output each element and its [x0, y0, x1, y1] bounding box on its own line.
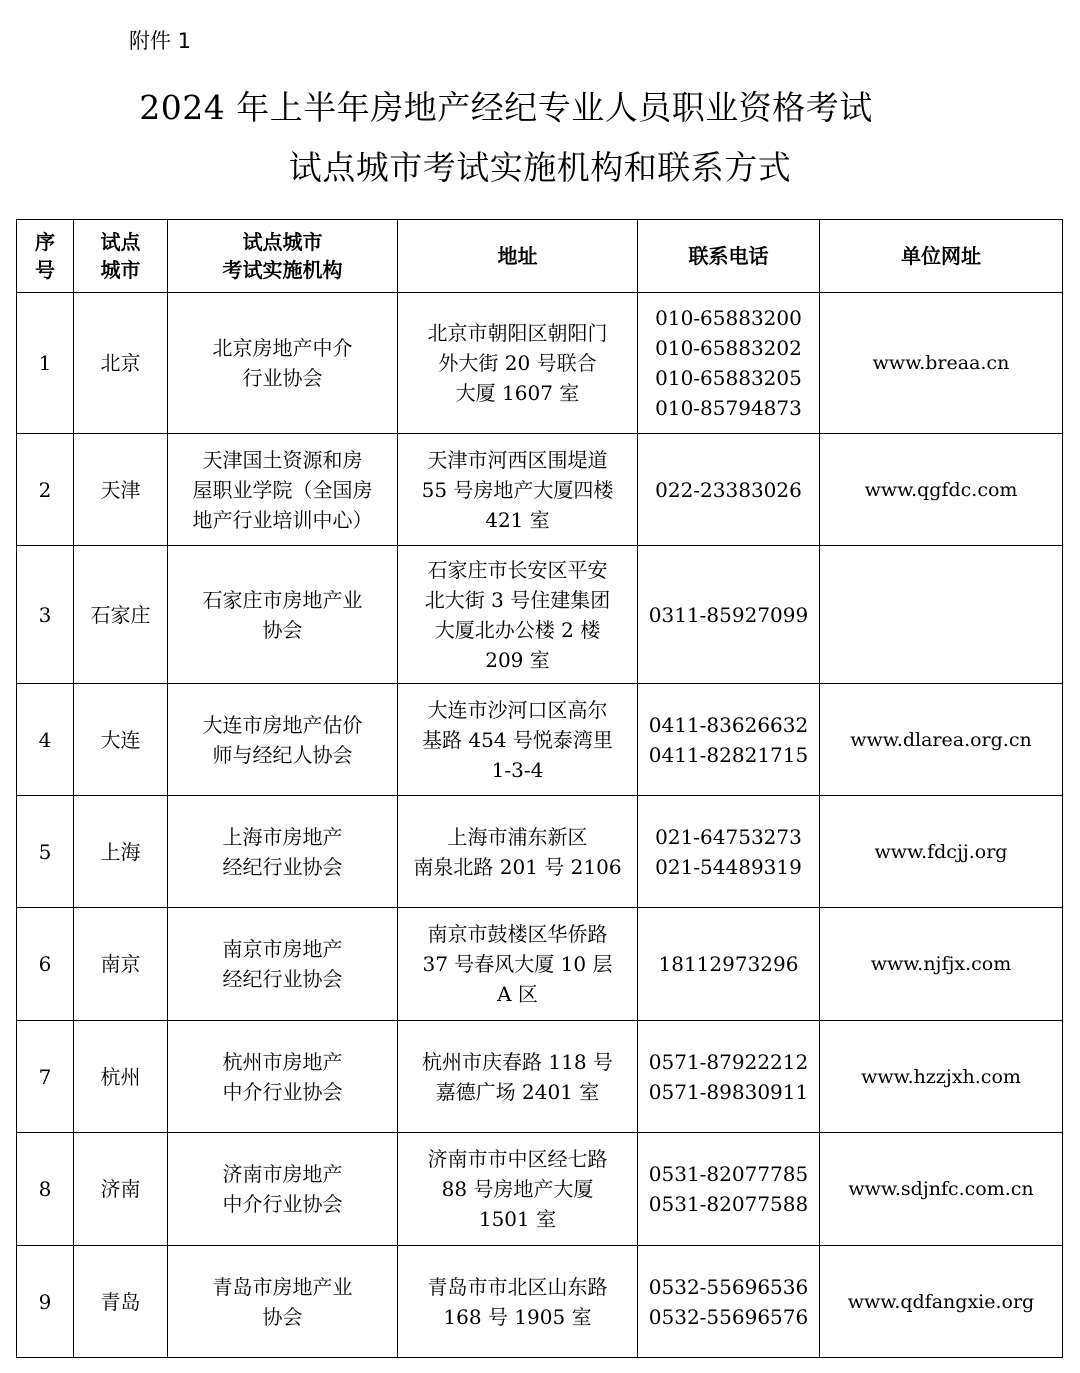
attachment-label: 附件 1 [129, 29, 192, 53]
table-row [17, 434, 1063, 546]
cell-city: 大连 [74, 684, 168, 796]
title-line-1: 2024 年上半年房地产经纪专业人员职业资格考试 [139, 88, 873, 127]
cell-website[interactable]: www.fdcjj.org [820, 796, 1063, 908]
cell-website[interactable]: www.njfjx.com [820, 908, 1063, 1021]
cell-address: 济南市市中区经七路 88 号房地产大厦 1501 室 [398, 1133, 638, 1246]
cell-phone: 0532-55696536 0532-55696576 [638, 1246, 820, 1358]
cell-address: 大连市沙河口区高尔 基路 454 号悦泰湾里 1-3-4 [398, 684, 638, 796]
cell-website[interactable]: www.dlarea.org.cn [820, 684, 1063, 796]
cell-phone: 0311-85927099 [638, 546, 820, 684]
cell-phone: 022-23383026 [638, 434, 820, 546]
cell-address: 杭州市庆春路 118 号 嘉德广场 2401 室 [398, 1021, 638, 1133]
cell-no: 5 [17, 796, 74, 908]
cell-phone: 0411-83626632 0411-82821715 [638, 684, 820, 796]
cell-no: 6 [17, 908, 74, 1021]
cell-org: 上海市房地产 经纪行业协会 [168, 796, 398, 908]
table-row [17, 1021, 1063, 1133]
cell-city: 南京 [74, 908, 168, 1021]
cell-city: 天津 [74, 434, 168, 546]
cell-website[interactable]: www.sdjnfc.com.cn [820, 1133, 1063, 1246]
cell-website[interactable]: www.qgfdc.com [820, 434, 1063, 546]
table-row [17, 796, 1063, 908]
table-row [17, 908, 1063, 1021]
cell-address: 石家庄市长安区平安 北大街 3 号住建集团 大厦北办公楼 2 楼 209 室 [398, 546, 638, 684]
header-address: 地址 [398, 220, 638, 293]
cell-no: 7 [17, 1021, 74, 1133]
cell-address: 北京市朝阳区朝阳门 外大街 20 号联合 大厦 1607 室 [398, 293, 638, 434]
cell-city: 石家庄 [74, 546, 168, 684]
cell-address: 上海市浦东新区 南泉北路 201 号 2106 [398, 796, 638, 908]
cell-org: 济南市房地产 中介行业协会 [168, 1133, 398, 1246]
cell-address: 天津市河西区围堤道 55 号房地产大厦四楼 421 室 [398, 434, 638, 546]
cell-org: 青岛市房地产业 协会 [168, 1246, 398, 1358]
cell-org: 石家庄市房地产业 协会 [168, 546, 398, 684]
cell-address: 南京市鼓楼区华侨路 37 号春风大厦 10 层 A 区 [398, 908, 638, 1021]
institution-table [16, 219, 1063, 1358]
cell-city: 济南 [74, 1133, 168, 1246]
cell-no: 4 [17, 684, 74, 796]
table-row [17, 546, 1063, 684]
cell-address: 青岛市市北区山东路 168 号 1905 室 [398, 1246, 638, 1358]
header-no: 序 号 [17, 220, 74, 293]
table-row [17, 1246, 1063, 1358]
table-row [17, 684, 1063, 796]
header-city: 试点 城市 [74, 220, 168, 293]
cell-org: 天津国土资源和房 屋职业学院（全国房 地产行业培训中心） [168, 434, 398, 546]
cell-website[interactable]: www.hzzjxh.com [820, 1021, 1063, 1133]
table-row [17, 293, 1063, 434]
cell-city: 青岛 [74, 1246, 168, 1358]
cell-phone: 0571-87922212 0571-89830911 [638, 1021, 820, 1133]
cell-no: 1 [17, 293, 74, 434]
cell-no: 2 [17, 434, 74, 546]
header-phone: 联系电话 [638, 220, 820, 293]
cell-org: 杭州市房地产 中介行业协会 [168, 1021, 398, 1133]
cell-phone: 021-64753273 021-54489319 [638, 796, 820, 908]
table-header-row [17, 220, 1063, 293]
cell-city: 北京 [74, 293, 168, 434]
cell-no: 8 [17, 1133, 74, 1246]
cell-no: 9 [17, 1246, 74, 1358]
cell-phone: 0531-82077785 0531-82077588 [638, 1133, 820, 1246]
cell-org: 南京市房地产 经纪行业协会 [168, 908, 398, 1021]
header-website: 单位网址 [820, 220, 1063, 293]
cell-org: 大连市房地产估价 师与经纪人协会 [168, 684, 398, 796]
header-org: 试点城市 考试实施机构 [168, 220, 398, 293]
cell-no: 3 [17, 546, 74, 684]
cell-city: 上海 [74, 796, 168, 908]
cell-phone: 010-65883200 010-65883202 010-65883205 010-85794873 [638, 293, 820, 434]
cell-org: 北京房地产中介 行业协会 [168, 293, 398, 434]
table-row [17, 1133, 1063, 1246]
title-line-2: 试点城市考试实施机构和联系方式 [288, 148, 792, 187]
cell-phone: 18112973296 [638, 908, 820, 1021]
cell-website[interactable]: www.qdfangxie.org [820, 1246, 1063, 1358]
cell-city: 杭州 [74, 1021, 168, 1133]
cell-website[interactable] [820, 546, 1063, 684]
cell-website[interactable]: www.breaa.cn [820, 293, 1063, 434]
